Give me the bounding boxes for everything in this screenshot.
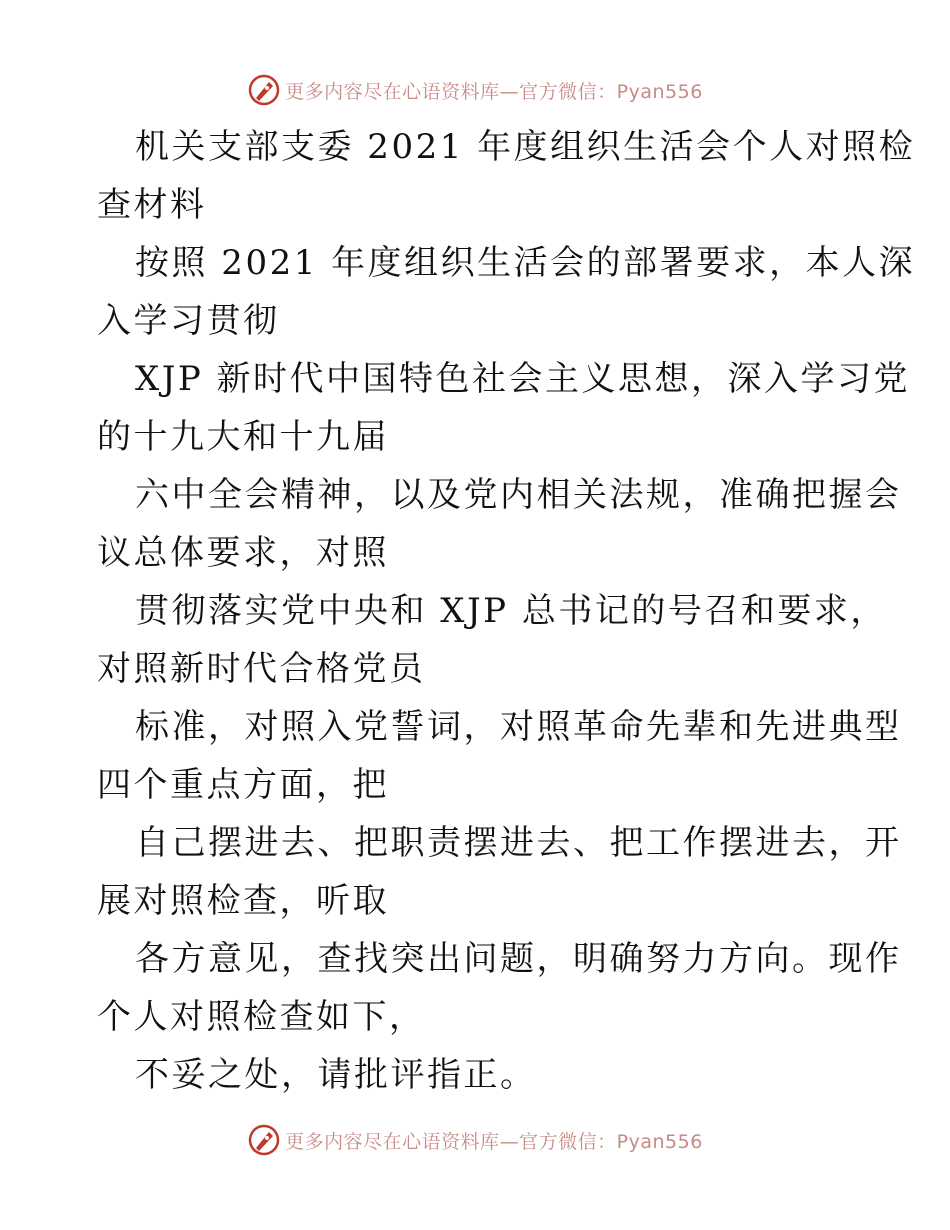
header-watermark-text: 更多内容尽在心语资料库—官方微信：Pyan556 <box>285 80 703 103</box>
paragraph-line: 入学习贯彻 <box>97 301 280 341</box>
paragraph-line: 个人对照检查如下， <box>97 997 426 1037</box>
footer-watermark-banner <box>0 1120 950 1160</box>
paragraph-line: 标准，对照入党誓词，对照革命先辈和先进典型 <box>135 707 902 747</box>
paragraph-line: 对照新时代合格党员 <box>97 649 426 689</box>
document-title-line-2: 查材料 <box>97 185 207 225</box>
paragraph-line: 议总体要求，对照 <box>97 533 389 573</box>
pen-nib-logo-icon <box>247 1123 281 1157</box>
header-watermark-banner <box>0 70 950 110</box>
paragraph-line: 按照 2021 年度组织生活会的部署要求，本人深 <box>135 243 916 283</box>
document-title-line-1: 机关支部支委 2021 年度组织生活会个人对照检 <box>135 127 916 167</box>
paragraph-line: XJP 新时代中国特色社会主义思想，深入学习党 <box>135 359 911 399</box>
footer-watermark-text: 更多内容尽在心语资料库—官方微信：Pyan556 <box>285 1130 703 1153</box>
paragraph-line: 不妥之处，请批评指正。 <box>135 1055 537 1095</box>
paragraph-line: 贯彻落实党中央和 XJP 总书记的号召和要求， <box>135 591 887 631</box>
paragraph-line: 六中全会精神，以及党内相关法规，准确把握会 <box>135 475 902 515</box>
paragraph-line: 自己摆进去、把职责摆进去、把工作摆进去，开 <box>135 823 902 863</box>
paragraph-line: 展对照检查，听取 <box>97 881 389 921</box>
paragraph-line: 四个重点方面，把 <box>97 765 389 805</box>
document-body <box>97 118 916 1104</box>
pen-nib-logo-icon <box>247 73 281 107</box>
paragraph-line: 的十九大和十九届 <box>97 417 389 457</box>
paragraph-line: 各方意见，查找突出问题，明确努力方向。现作 <box>135 939 902 979</box>
